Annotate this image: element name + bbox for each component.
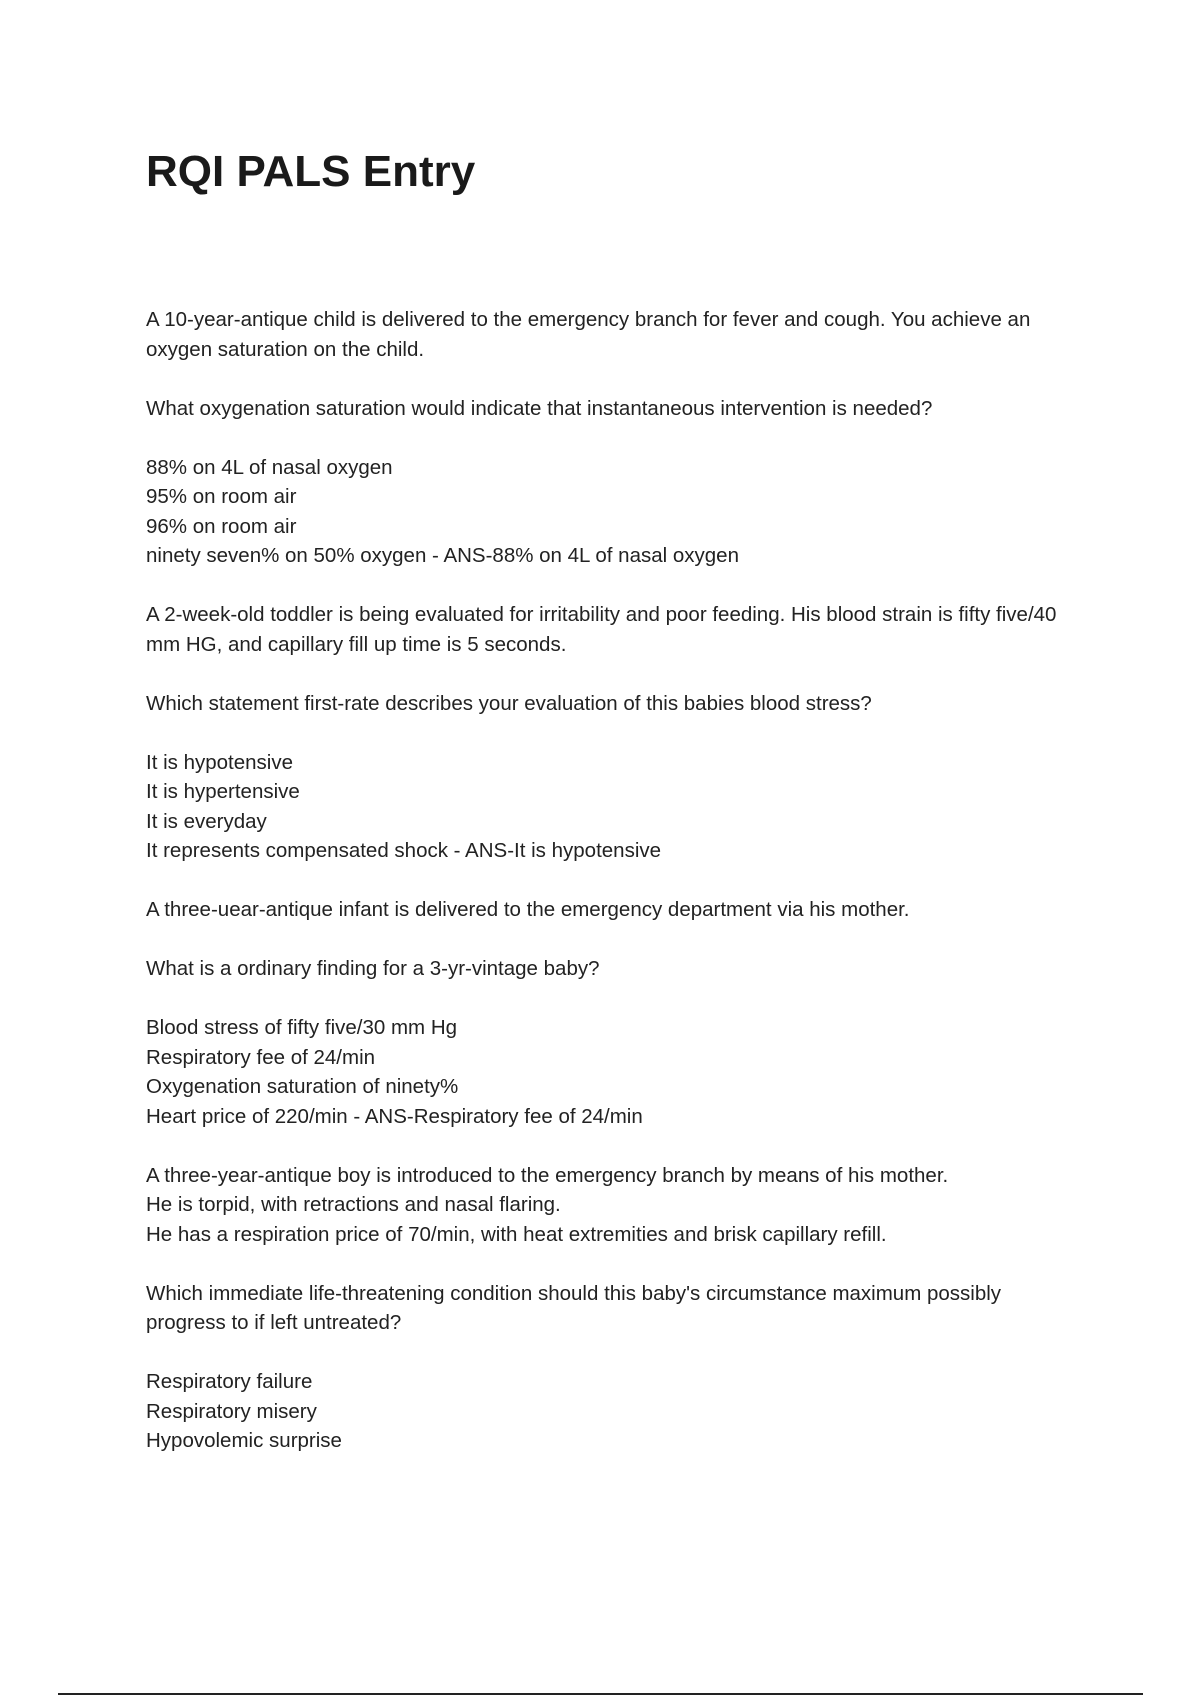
option-line: 88% on 4L of nasal oxygen — [146, 455, 393, 479]
option-line: It is hypotensive — [146, 750, 293, 774]
question-3-options — [146, 1013, 1086, 1131]
question-2-stem — [146, 600, 1086, 659]
option-line: Respiratory misery — [146, 1399, 317, 1423]
question-1-options — [146, 453, 1086, 571]
text-line: What is a ordinary finding for a 3-yr-vintage baby? — [146, 957, 600, 980]
text-line: A 2-week-old toddler is being evaluated for irritability and poor feeding. His blood strain is fifty five/40 mm HG, and capillary fill up time is 5 seconds. — [146, 603, 1057, 656]
option-line: Respiratory failure — [146, 1370, 313, 1393]
text-line: What oxygenation saturation would indicate that instantaneous intervention is needed? — [146, 396, 933, 420]
question-4-prompt — [146, 1279, 1086, 1338]
question-4-stem — [146, 1161, 1086, 1250]
option-line: 96% on room air — [146, 514, 297, 538]
option-answer-line: ninety seven% on 50% oxygen - ANS-88% on 4L of nasal oxygen — [146, 544, 739, 567]
text-line: He has a respiration price of 70/min, with heat extremities and brisk capillary refill. — [146, 1222, 887, 1246]
option-line: It is hypertensive — [146, 780, 300, 803]
text-line: Which immediate life-threatening condition should this baby's circumstance maximum possibly progress to if left untreated? — [146, 1281, 1002, 1334]
option-line: Blood stress of fifty five/30 mm Hg — [146, 1016, 458, 1039]
question-1-prompt — [146, 394, 1086, 424]
option-line: 95% on room air — [146, 485, 297, 508]
option-line: It is everyday — [146, 809, 267, 833]
text-line: A 10-year-antique child is delivered to the emergency branch for fever and cough. You achieve an oxygen saturation on the child. — [146, 308, 1031, 361]
question-2-options — [146, 748, 1086, 866]
question-3-stem — [146, 895, 1086, 925]
option-line: Oxygenation saturation of ninety% — [146, 1075, 459, 1098]
text-line: A three-year-antique boy is introduced to the emergency branch by means of his mother. — [146, 1163, 949, 1187]
text-line: He is torpid, with retractions and nasal flaring. — [146, 1193, 561, 1216]
option-answer-line: Heart price of 220/min - ANS-Respiratory fee of 24/min — [146, 1104, 643, 1128]
footer-divider — [58, 1693, 1143, 1695]
question-1-stem — [146, 305, 1086, 364]
text-line: A three-uear-antique infant is delivered to the emergency department via his mother. — [146, 898, 910, 921]
question-3-prompt — [146, 954, 1086, 984]
question-2-prompt — [146, 689, 1086, 719]
option-answer-line: It represents compensated shock - ANS-It is hypotensive — [146, 839, 662, 862]
option-line: Hypovolemic surprise — [146, 1429, 342, 1452]
question-4-options — [146, 1367, 1086, 1456]
document-body — [146, 305, 1086, 1485]
option-line: Respiratory fee of 24/min — [146, 1045, 376, 1069]
text-line: Which statement first-rate describes your evaluation of this babies blood stress? — [146, 691, 872, 715]
page-title: RQI PALS Entry — [146, 147, 476, 196]
